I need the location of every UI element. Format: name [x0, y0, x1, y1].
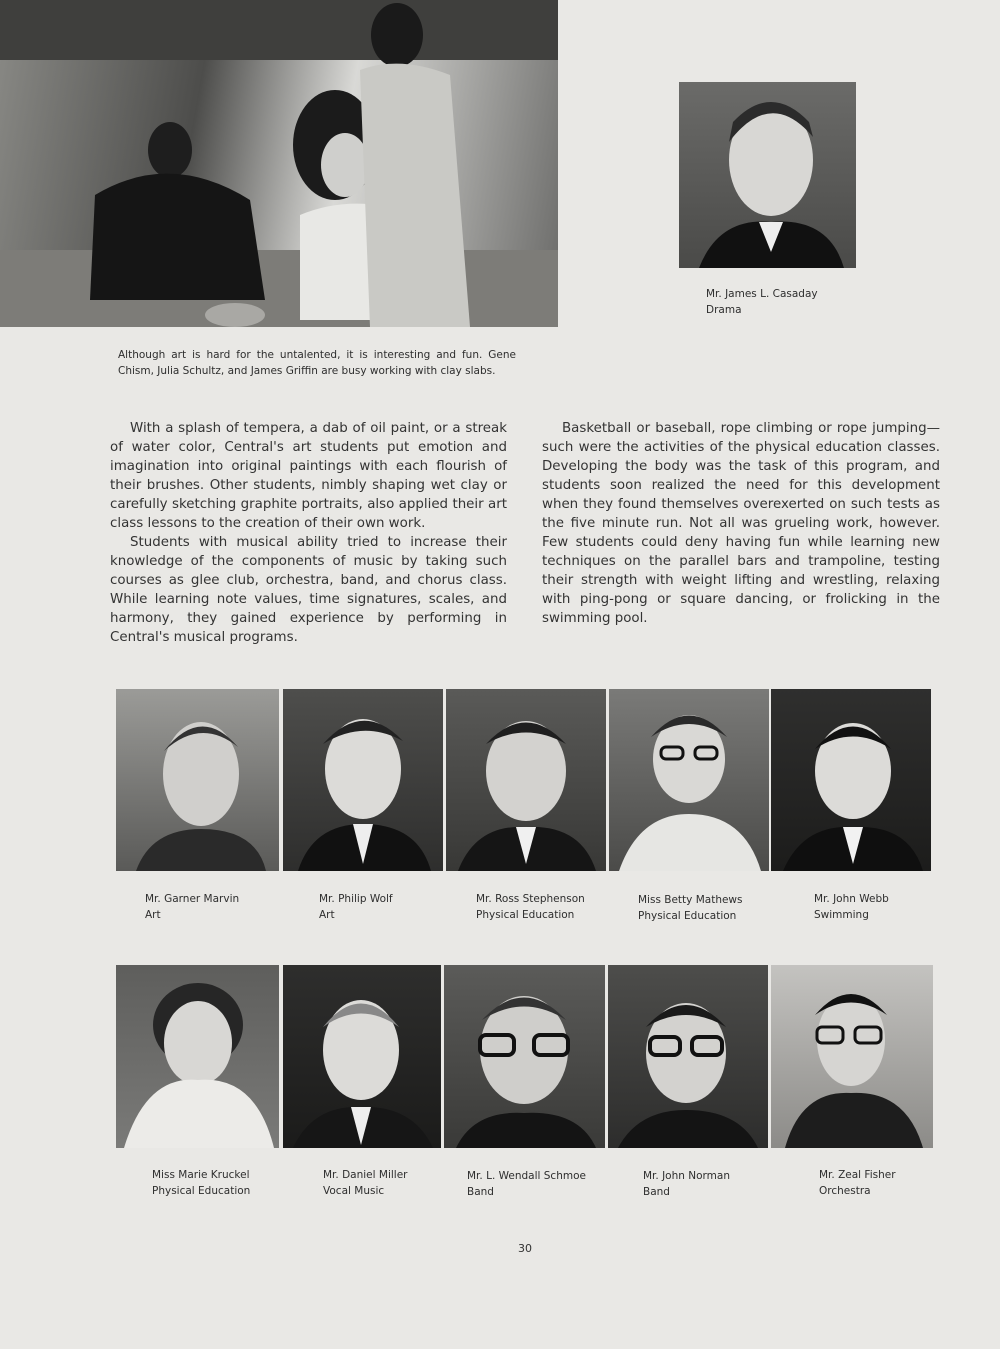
faculty-caption-stephenson	[476, 891, 616, 923]
portrait-casaday-illustration	[679, 82, 856, 268]
portrait-marvin-illustration	[116, 689, 279, 871]
faculty-caption-norman	[643, 1168, 773, 1200]
portrait-schmoe	[444, 965, 605, 1148]
faculty-name: Mr. John Webb	[814, 893, 889, 905]
portrait-fisher	[771, 965, 933, 1148]
portrait-mathews-illustration	[609, 689, 769, 871]
faculty-subject: Physical Education	[638, 910, 737, 922]
portrait-norman-illustration	[608, 965, 768, 1148]
portrait-miller	[283, 965, 441, 1148]
faculty-name: Miss Marie Kruckel	[152, 1169, 250, 1181]
art-class-photo-caption: Although art is hard for the untalented, it is interesting and fun. Gene Chism, Julia Schultz, and James Griffin are busy working with clay slabs.	[118, 349, 516, 377]
faculty-caption-miller	[323, 1167, 458, 1199]
portrait-webb	[771, 689, 931, 871]
faculty-name: Mr. James L. Casaday	[706, 288, 818, 300]
body-paragraph: With a splash of tempera, a dab of oil paint, or a streak of water color, Central's art students put emotion and imagination into original paintings with each flourish of their brushes. Other students, nimbly shaping wet clay or carefully sketching graphite portraits, also applied their art class lessons to the creation of their own work.	[110, 421, 507, 531]
portrait-mathews	[609, 689, 769, 871]
faculty-name: Mr. Zeal Fisher	[819, 1169, 896, 1181]
faculty-caption-webb	[814, 891, 944, 923]
faculty-subject: Drama	[706, 304, 742, 316]
portrait-wolf	[283, 689, 443, 871]
faculty-caption-schmoe	[467, 1168, 612, 1200]
faculty-caption-wolf	[319, 891, 454, 923]
faculty-name: Mr. Ross Stephenson	[476, 893, 585, 905]
faculty-name: Mr. L. Wendall Schmoe	[467, 1170, 586, 1182]
art-class-photo	[0, 0, 558, 327]
portrait-marvin	[116, 689, 279, 871]
portrait-casaday-caption	[706, 286, 886, 318]
faculty-subject: Physical Education	[152, 1185, 251, 1197]
faculty-caption-kruckel	[152, 1167, 287, 1199]
body-paragraph: Students with musical ability tried to increase their knowledge of the components of music by taking such courses as glee club, orchestra, band, and chorus class. While learning note values, time signatures, scales, and harmony, they gained experience by performing in Central's musical programs.	[110, 535, 507, 645]
portrait-fisher-illustration	[771, 965, 933, 1148]
portrait-miller-illustration	[283, 965, 441, 1148]
faculty-name: Mr. Daniel Miller	[323, 1169, 408, 1181]
page-number: 30	[518, 1242, 532, 1255]
art-class-photo-illustration	[0, 0, 558, 327]
portrait-schmoe-illustration	[444, 965, 605, 1148]
faculty-subject: Orchestra	[819, 1185, 871, 1197]
faculty-name: Mr. Philip Wolf	[319, 893, 393, 905]
faculty-name: Miss Betty Mathews	[638, 894, 743, 906]
portrait-kruckel	[116, 965, 279, 1148]
portrait-kruckel-illustration	[116, 965, 279, 1148]
portrait-webb-illustration	[771, 689, 931, 871]
faculty-subject: Band	[467, 1186, 494, 1198]
body-right-column	[542, 419, 940, 628]
faculty-subject: Art	[145, 909, 161, 921]
faculty-subject: Art	[319, 909, 335, 921]
faculty-subject: Band	[643, 1186, 670, 1198]
faculty-name: Mr. Garner Marvin	[145, 893, 240, 905]
portrait-stephenson	[446, 689, 606, 871]
portrait-stephenson-illustration	[446, 689, 606, 871]
faculty-subject: Physical Education	[476, 909, 575, 921]
portrait-norman	[608, 965, 768, 1148]
portrait-casaday	[679, 82, 856, 268]
faculty-subject: Vocal Music	[323, 1185, 385, 1197]
faculty-caption-fisher	[819, 1167, 949, 1199]
portrait-wolf-illustration	[283, 689, 443, 871]
faculty-caption-marvin	[145, 891, 280, 923]
faculty-caption-mathews	[638, 892, 778, 924]
faculty-subject: Swimming	[814, 909, 869, 921]
faculty-name: Mr. John Norman	[643, 1170, 730, 1182]
body-paragraph: Basketball or baseball, rope climbing or rope jumping—such were the activities of the physical education classes. Developing the body was the task of this program, and students soon realized the need for this development when they found themselves overexerted on such tests as the five minute run. Not all was grueling work, however. Few students could deny having fun while learning new techniques on the parallel bars and trampoline, testing their strength with weight lifting and wrestling, relaxing with ping-pong or square dancing, or frolicking in the swimming pool.	[542, 421, 940, 626]
body-left-column	[110, 419, 507, 647]
